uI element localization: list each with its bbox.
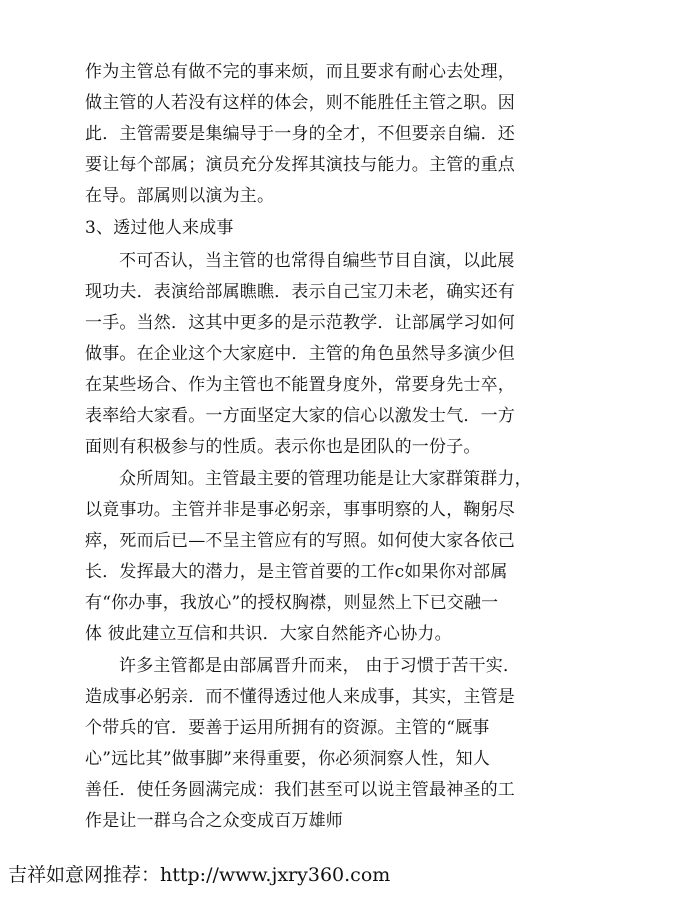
text-line: 不可否认，当主管的也常得自编些节目自演，以此展 [119, 251, 515, 271]
text-line: 心”远比其”做事脚”来得重要，你必须洞察人性，知人 [85, 749, 491, 769]
footer-recommendation: 吉祥如意网推荐：http://www.jxry360.com [8, 864, 391, 886]
text-line: 现功夫．表演给部属瞧瞧．表示自己宝刀未老，确实还有 [85, 282, 515, 302]
text-line: 众所周知。主管最主要的管理功能是让大家群策群力， [119, 469, 532, 489]
text-line: 做主管的人若没有这样的体会，则不能胜任主管之职。因 [85, 93, 515, 113]
text-line: 在导。部属则以演为主。 [85, 186, 275, 206]
text-line: 要让每个部属；演员充分发挥其演技与能力。主管的重点 [85, 155, 515, 175]
text-line: 有“你办事，我放心”的授权胸襟，则显然上下已交融一 [85, 593, 499, 613]
text-line: 造成事必躬亲．而不懂得透过他人来成事，其实，主管是 [85, 687, 515, 707]
text-line: 瘁，死而后已—不呈主管应有的写照。如何使大家各依己 [85, 531, 515, 551]
text-line: 作为主管总有做不完的事来烦，而且要求有耐心去处理， [85, 62, 515, 82]
text-line: 以竟事功。主管并非是事必躬亲，事事明察的人，鞠躬尽 [85, 500, 515, 520]
text-line: 此．主管需要是集编导于一身的全才，不但要亲自编．还 [85, 124, 515, 144]
text-line: 作是让一群乌合之众变成百万雄师 [85, 811, 343, 831]
text-line: 面则有积极参与的性质。表示你也是团队的一份子。 [85, 437, 481, 457]
text-line: 表率给大家看。一方面坚定大家的信心以激发士气．一方 [85, 406, 515, 426]
text-line: 一手。当然．这其中更多的是示范教学．让部属学习如何 [85, 313, 515, 333]
text-line: 个带兵的官．要善于运用所拥有的资源。主管的“厩事 [85, 718, 490, 738]
text-line: 善任．使任务圆满完成：我们甚至可以说主管最神圣的工 [85, 780, 515, 800]
text-line: 在某些场合、作为主管也不能置身度外，常要身先士卒， [85, 375, 515, 395]
text-line: 体 彼此建立互信和共识．大家自然能齐心协力。 [85, 624, 452, 644]
text-line: 许多主管都是由部属晋升而来， 由于习惯于苦干实． [119, 656, 521, 676]
text-line: 做事。在企业这个大家庭中．主管的角色虽然导多演少但 [85, 344, 515, 364]
section-heading: 3、透过他人来成事 [85, 218, 234, 238]
text-line: 长．发挥最大的潜力，是主管首要的工作c如果你对部属 [85, 562, 508, 582]
